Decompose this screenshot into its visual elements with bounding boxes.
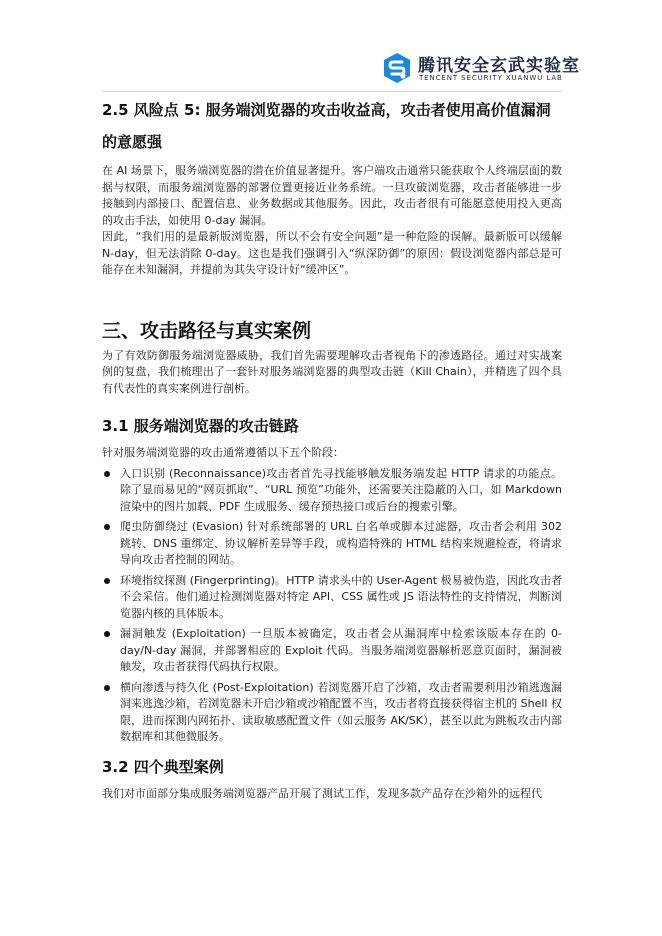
list-item [102,573,562,623]
bullet-dot-icon [104,524,110,530]
org-name-cn: 腾讯安全玄武实验室 [418,56,580,76]
list-item [102,626,562,676]
section-3-1-intro: 针对服务端浏览器的攻击通常遵循以下五个阶段： [102,446,344,459]
list-item-text: 入口识别 (Reconnaissance)攻击者首先寻找能够触发服务端发起 HTTP 请求的功能点。除了显而易见的“网页抓取”、“URL 预览”功能外，还需要关注隐蔽的入口，如 Markdown 渲染中的图片加载、PDF 生成服务、缓存预热接口或后台的搜索引擎。 [120,466,562,513]
section-3-2-heading: 3.2 四个典型案例 [102,757,224,776]
section-2-5-heading: 2.5 风险点 5: 服务端浏览器的攻击收益高，攻击者使用高价值漏洞的意愿强 [102,101,551,151]
section-2-5-paragraph-1: 在 AI 场景下，服务端浏览器的潜在价值显著提升。客户端攻击通常只能获取个人终端层面的数据与权限，而服务端浏览器的部署位置更接近业务系统。一旦攻破浏览器，攻击者能够进一步接触到内部接口、配置信息、业务数据或其他服务。因此，攻击者很有可能愿意使用投入更高的攻击手法，如使用 0-day 漏洞。 [102,164,562,227]
section-3-heading: 三、攻击路径与真实案例 [102,319,312,342]
list-item-text: 环境指纹探测 (Fingerprinting)。HTTP 请求头中的 User-Agent 极易被伪造，因此攻击者不会采信。他们通过检测浏览器对特定 API、CSS 属性或 JS 语法特性的支持情况，判断浏览器内核的具体版本。 [120,573,562,620]
org-name-en: TENCENT SECURITY XUANWU LAB [419,74,563,82]
document-body [102,94,562,802]
list-item-text: 漏洞触发 (Exploitation) 一旦版本被确定，攻击者会从漏洞库中检索该版本存在的 0-day/N-day 漏洞，并部署相应的 Exploit 代码。当服务端浏览器解析恶意页面时，漏洞被触发，攻击者获得代码执行权限。 [120,627,562,673]
bullet-dot-icon [104,471,110,477]
section-3-1-heading: 3.1 服务端浏览器的攻击链路 [102,417,299,435]
list-item [102,680,562,746]
section-2-5-paragraph-2: 因此，“我们用的是最新版浏览器，所以不会有安全问题”是一种危险的误解。最新版可以缓解 N-day，但无法消除 0-day。这也是我们强调引入“纵深防御”的原因：假设浏览器内部总是可能存在未知漏洞，并提前为其失守设计好“缓冲区”。 [102,230,562,276]
section-3-2-intro: 我们对市面部分集成服务端浏览器产品开展了测试工作，发现多款产品存在沙箱外的远程代 [102,786,542,800]
list-item [102,519,562,569]
list-item [102,466,562,516]
header-divider [102,91,562,92]
page-header [0,0,662,92]
bullet-dot-icon [104,631,110,637]
xuanwu-lab-logo-icon [382,52,412,84]
bullet-dot-icon [104,685,110,691]
list-item-text: 爬虫防御绕过 (Evasion) 针对系统部署的 URL 白名单或脚本过滤器，攻击者会利用 302 跳转、DNS 重绑定、协议解析差异等手段，或构造特殊的 HTML 结构来规避检查，将请求导向攻击者控制的网站。 [120,520,562,566]
section-3-intro: 为了有效防御服务端浏览器威胁，我们首先需要理解攻击者视角下的渗透路径。通过对实战案例的复盘，我们梳理出了一套针对服务端浏览器的典型攻击链（Kill Chain），并精选了四个具有代表性的真实案例进行剖析。 [102,348,562,395]
list-item-text: 横向渗透与持久化 (Post-Exploitation) 若浏览器开启了沙箱，攻击者需要利用沙箱逃逸漏洞来逃逸沙箱，若浏览器未开启沙箱或沙箱配置不当，攻击者将直接获得宿主机的 Shell 权限，进而探测内网拓扑、读取敏感配置文件（如云服务 AK/SK），甚至以此为跳板攻击内部数据库和其他微服务。 [120,680,562,743]
bullet-dot-icon [104,578,110,584]
attack-stage-list [102,466,562,746]
